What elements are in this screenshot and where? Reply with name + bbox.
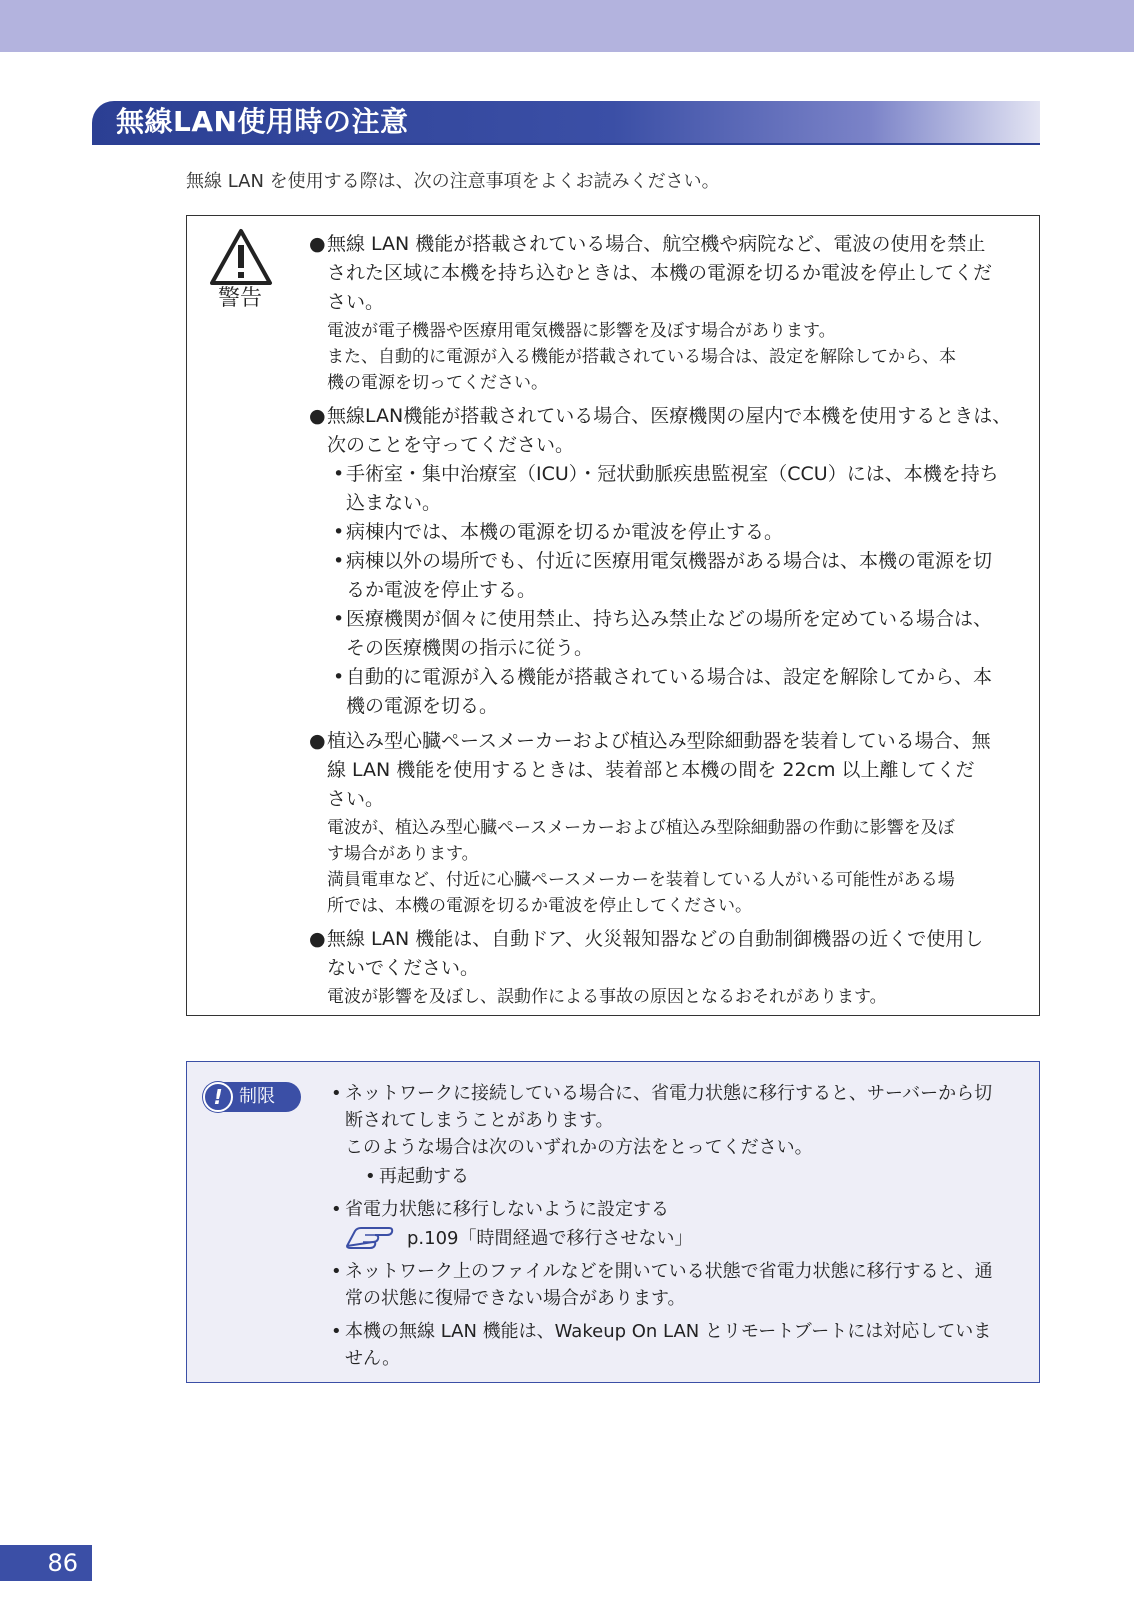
top-band xyxy=(0,0,1134,52)
warning-subitem: • 病棟以外の場所でも、付近に医療用電気機器がある場合は、本機の電源を切 るか電波を停止する。 xyxy=(327,547,1023,605)
page-title: 無線LAN使用時の注意 xyxy=(116,105,409,138)
warning-subitem: • 手術室・集中治療室（ICU）・冠状動脈疾患監視室（CCU）には、本機を持ち 込まない。 xyxy=(327,460,1023,518)
text-line: 無線 LAN 機能は、自動ドア、火災報知器などの自動制御機器の近くで使用し xyxy=(327,928,984,950)
reference-text: p.109「時間経過で移行させない」 xyxy=(407,1228,693,1249)
text-line: るか電波を停止する。 xyxy=(346,579,537,601)
warning-item-text xyxy=(327,925,1023,983)
text-line: このような場合は次のいずれかの方法をとってください。 xyxy=(345,1137,813,1158)
text-line: せん。 xyxy=(345,1348,401,1369)
note-line: 電波が電子機器や医療用電気機器に影響を及ぼす場合があります。 xyxy=(327,321,836,341)
text-line: 次のことを守ってください。 xyxy=(327,434,575,456)
text-line: 機の電源を切る。 xyxy=(346,695,499,717)
warning-subitem: • 自動的に電源が入る機能が搭載されている場合は、設定を解除してから、本 機の電源を切る。 xyxy=(327,663,1023,721)
text-line: ないでください。 xyxy=(327,957,480,979)
text-line: 線 LAN 機能を使用するときは、装着部と本機の間を 22cm 以上離してくだ xyxy=(327,759,975,781)
text-line: さい。 xyxy=(327,291,385,313)
text-line: 病棟以外の場所でも、付近に医療用電気機器がある場合は、本機の電源を切 xyxy=(346,550,993,572)
page-reference[interactable] xyxy=(345,1225,1025,1252)
limit-item xyxy=(329,1258,1025,1312)
text-line: 病棟内では、本機の電源を切るか電波を停止する。 xyxy=(346,521,784,543)
warning-item-text xyxy=(327,727,1023,814)
pointing-hand-icon xyxy=(345,1226,397,1250)
bullet: ● xyxy=(309,233,326,255)
note-line: す場合があります。 xyxy=(327,844,479,864)
bullet: ● xyxy=(309,405,326,427)
text-line: 自動的に電源が入る機能が搭載されている場合は、設定を解除してから、本 xyxy=(346,666,993,688)
exclamation-mark: ! xyxy=(213,1085,223,1109)
limit-box xyxy=(186,1061,1040,1383)
bullet: • xyxy=(331,1083,342,1104)
text-line: された区域に本機を持ち込むときは、本機の電源を切るか電波を停止してくだ xyxy=(327,262,993,284)
limit-item xyxy=(329,1196,1025,1252)
text-line: 再起動する xyxy=(379,1166,469,1187)
note-line: 電波が影響を及ぼし、誤動作による事故の原因となるおそれがあります。 xyxy=(327,987,887,1007)
warning-item xyxy=(309,230,1023,396)
warning-item-note xyxy=(327,984,1023,1010)
bullet: • xyxy=(331,1321,342,1342)
limit-subitem xyxy=(345,1163,1025,1190)
text-line: 本機の無線 LAN 機能は、Wakeup On LAN とリモートブートには対応していま xyxy=(345,1321,992,1342)
text-line: 手術室・集中治療室（ICU）・冠状動脈疾患監視室（CCU）には、本機を持ち xyxy=(346,463,999,485)
text-line: 無線 LAN 機能が搭載されている場合、航空機や病院など、電波の使用を禁止 xyxy=(327,233,986,255)
limit-label: 制限 xyxy=(239,1086,275,1107)
text-line: 込まない。 xyxy=(346,492,442,514)
note-line: 電波が、植込み型心臓ペースメーカーおよび植込み型除細動器の作動に影響を及ぼ xyxy=(327,818,955,838)
note-line: 満員電車など、付近に心臓ペースメーカーを装着している人がいる可能性がある場 xyxy=(327,870,955,890)
text-line: 省電力状態に移行しないように設定する xyxy=(345,1199,669,1220)
warning-triangle-icon xyxy=(209,228,273,288)
text-line: 医療機関が個々に使用禁止、持ち込み禁止などの場所を定めている場合は、 xyxy=(346,608,993,630)
warning-item-note xyxy=(327,815,1023,919)
limit-content xyxy=(329,1080,1025,1378)
bullet: ● xyxy=(309,928,326,950)
note-line: 所では、本機の電源を切るか電波を停止してください。 xyxy=(327,896,752,916)
warning-item xyxy=(309,925,1023,1010)
warning-item-text xyxy=(327,230,1023,317)
section-heading xyxy=(92,101,1040,143)
text-line: さい。 xyxy=(327,788,385,810)
warning-box xyxy=(186,215,1040,1016)
warning-item-text xyxy=(327,402,1023,460)
text-line: 植込み型心臓ペースメーカーおよび植込み型除細動器を装着している場合、無 xyxy=(327,730,991,752)
warning-subitem: • 医療機関が個々に使用禁止、持ち込み禁止などの場所を定めている場合は、 その医療機関の指示に従う。 xyxy=(327,605,1023,663)
warning-content xyxy=(309,230,1023,1016)
text-line: 無線LAN機能が搭載されている場合、医療機関の屋内で本機を使用するときは、 xyxy=(327,405,1012,427)
text-line: その医療機関の指示に従う。 xyxy=(346,637,594,659)
intro-text: 無線 LAN を使用する際は、次の注意事項をよくお読みください。 xyxy=(186,171,720,192)
limit-item xyxy=(329,1318,1025,1372)
text-line: ネットワークに接続している場合に、省電力状態に移行すると、サーバーから切 xyxy=(345,1083,993,1104)
limit-item xyxy=(329,1080,1025,1190)
bullet: • xyxy=(331,1199,342,1220)
text-line: 断されてしまうことがあります。 xyxy=(345,1110,614,1131)
warning-item xyxy=(309,727,1023,919)
note-line: 機の電源を切ってください。 xyxy=(327,373,548,393)
exclamation-circle-icon xyxy=(203,1082,233,1112)
warning-item-note xyxy=(327,318,1023,396)
warning-subitem: • 病棟内では、本機の電源を切るか電波を停止する。 xyxy=(327,518,1023,547)
note-line: また、自動的に電源が入る機能が搭載されている場合は、設定を解除してから、本 xyxy=(327,347,956,367)
warning-label: 警告 xyxy=(217,286,262,311)
text-line: 常の状態に復帰できない場合があります。 xyxy=(345,1288,686,1309)
text-line: ネットワーク上のファイルなどを開いている状態で省電力状態に移行すると、通 xyxy=(345,1261,993,1282)
heading-underline xyxy=(92,143,1040,145)
bullet: • xyxy=(331,1261,342,1282)
limit-badge xyxy=(203,1082,301,1112)
bullet: ● xyxy=(309,730,326,752)
warning-item xyxy=(309,402,1023,721)
page-number: 86 xyxy=(0,1545,92,1581)
bullet: • xyxy=(365,1166,376,1187)
